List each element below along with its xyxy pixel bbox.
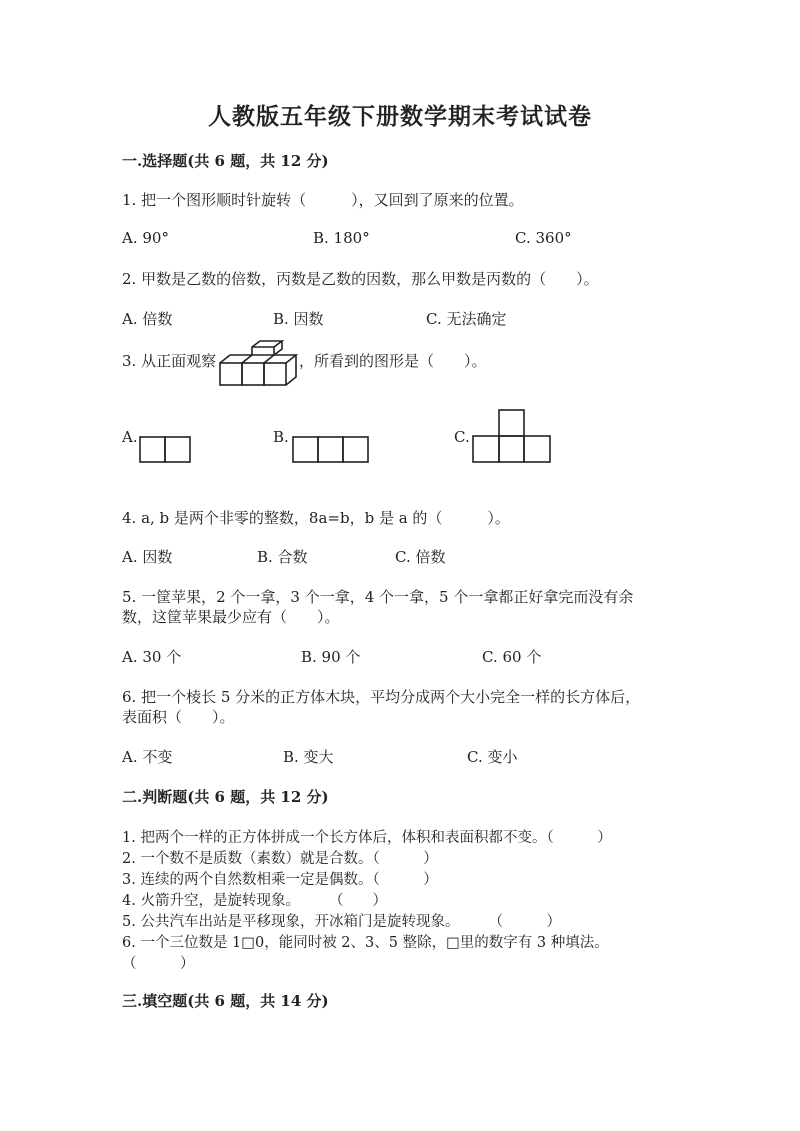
q1-option-c: C. 360° — [515, 229, 572, 247]
judge-item-6-line2: （ ） — [122, 956, 195, 972]
question-3-stem-start: 3. 从正面观察 — [122, 352, 217, 370]
question-3-stem-end: ，所看到的图形是（ ）。 — [299, 352, 487, 370]
q2-option-b: B. 因数 — [273, 310, 324, 328]
judge-item-5: 5. 公共汽车出站是平移现象，开冰箱门是旋转现象。 （ ） — [122, 914, 561, 930]
question-2-stem: 2. 甲数是乙数的倍数，丙数是乙数的因数，那么甲数是丙数的（ ）。 — [122, 270, 599, 288]
q2-option-a: A. 倍数 — [122, 310, 173, 328]
judge-item-1: 1. 把两个一样的正方体拼成一个长方体后，体积和表面积都不变。（ ） — [122, 830, 612, 846]
q4-option-c: C. 倍数 — [395, 548, 446, 566]
q3-option-a: A. — [122, 428, 138, 446]
question-6-stem-line1: 6. 把一个棱长 5 分米的正方体木块，平均分成两个大小完全一样的长方体后， — [122, 688, 641, 706]
judge-item-2: 2. 一个数不是质数（素数）就是合数。（ ） — [122, 851, 438, 867]
q3-option-c-figure — [472, 409, 554, 465]
question-4-stem: 4. a, b 是两个非零的整数，8a=b，b 是 a 的（ ）。 — [122, 509, 510, 527]
q5-option-a: A. 30 个 — [122, 648, 182, 666]
judge-item-6-line1: 6. 一个三位数是 1□0，能同时被 2、3、5 整除，□里的数字有 3 种填法。 — [122, 935, 609, 951]
q3-option-b-figure — [292, 436, 372, 464]
section-heading-judge: 二.判断题(共 6 题，共 12 分) — [122, 788, 329, 806]
question-1-stem: 1. 把一个图形顺时针旋转（ ），又回到了原来的位置。 — [122, 191, 524, 209]
section-heading-fill: 三.填空题(共 6 题，共 14 分) — [122, 992, 329, 1010]
q4-option-a: A. 因数 — [122, 548, 173, 566]
exam-title: 人教版五年级下册数学期末考试试卷 — [208, 103, 592, 130]
judge-item-3: 3. 连续的两个自然数相乘一定是偶数。（ ） — [122, 872, 438, 888]
q1-option-a: A. 90° — [122, 229, 169, 247]
q2-option-c: C. 无法确定 — [426, 310, 507, 328]
q3-option-a-figure — [139, 436, 193, 464]
section-heading-choice: 一.选择题(共 6 题，共 12 分) — [122, 152, 329, 170]
q4-option-b: B. 合数 — [257, 548, 308, 566]
question-5-stem-line1: 5. 一筐苹果，2 个一拿，3 个一拿，4 个一拿，5 个一拿都正好拿完而没有余 — [122, 588, 634, 606]
q5-option-c: C. 60 个 — [482, 648, 542, 666]
judge-item-4: 4. 火箭升空，是旋转现象。 （ ） — [122, 893, 387, 909]
q3-option-c: C. — [454, 428, 470, 446]
question-6-stem-line2: 表面积（ ）。 — [122, 708, 235, 726]
cube-stack-figure — [218, 345, 298, 387]
q5-option-b: B. 90 个 — [301, 648, 361, 666]
q3-option-b: B. — [273, 428, 289, 446]
q6-option-a: A. 不变 — [122, 748, 173, 766]
question-5-stem-line2: 数，这筐苹果最少应有（ ）。 — [122, 608, 340, 626]
q6-option-b: B. 变大 — [283, 748, 334, 766]
q6-option-c: C. 变小 — [467, 748, 518, 766]
q1-option-b: B. 180° — [313, 229, 370, 247]
